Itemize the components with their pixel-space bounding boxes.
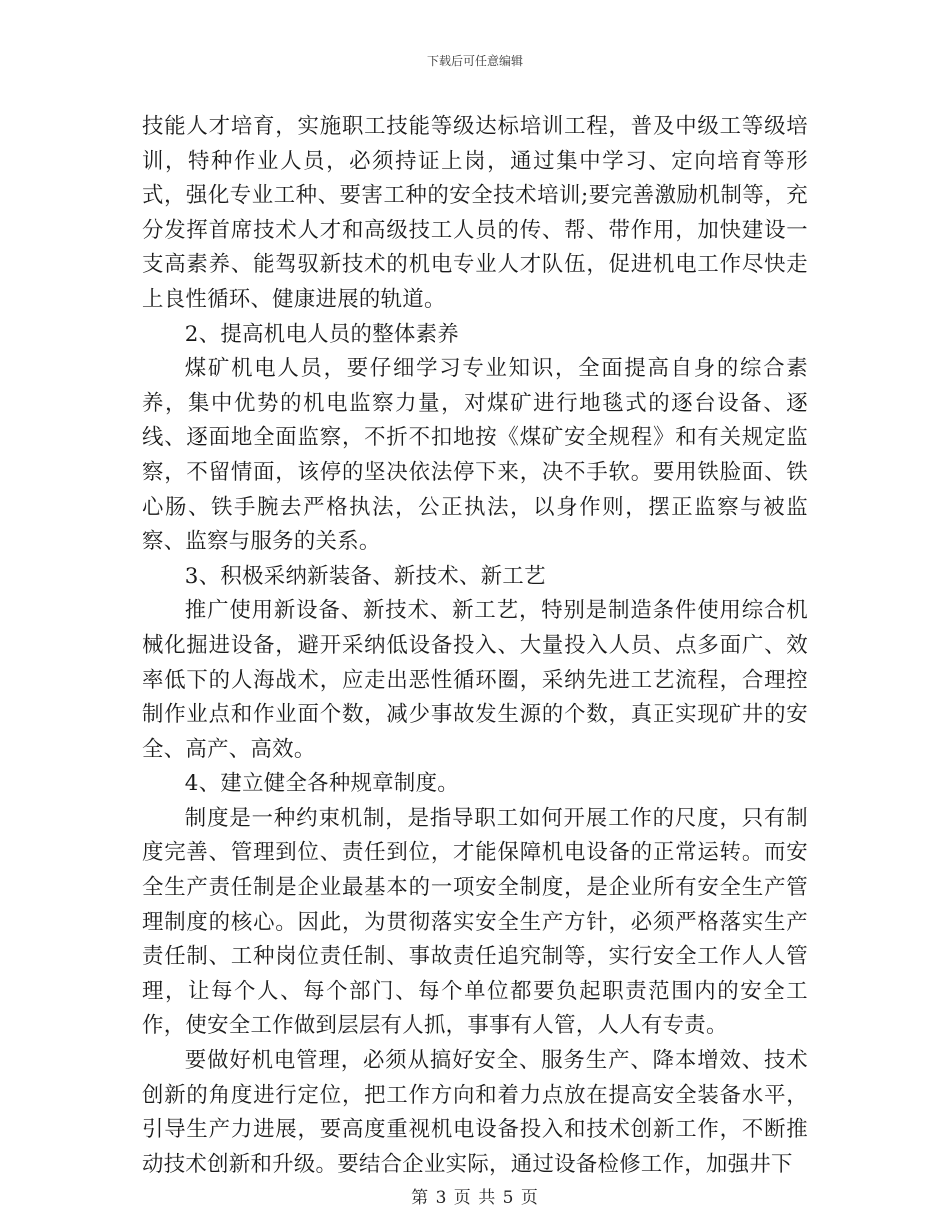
page-number: 第 3 页 共 5 页	[411, 1188, 539, 1208]
paragraph: 要做好机电管理，必须从搞好安全、服务生产、降本增效、技术创新的角度进行定位，把工作方向和着力点放在提高安全装备水平，引导生产力进展，要高度重视机电设备投入和技术创新工作，不断推动技术创新和升级。要结合企业实际，通过设备检修工作，加强井下	[142, 1048, 808, 1177]
paragraph: 推广使用新设备、新技术、新工艺，特别是制造条件使用综合机械化掘进设备，避开采纳低设备投入、大量投入人员、点多面广、效率低下的人海战术，应走出恶性循环圈，采纳先进工艺流程，合理控制作业点和作业面个数，减少事故发生源的个数，真正实现矿井的安全、高产、高效。	[142, 598, 808, 762]
paragraph-continued: 技能人才培育，实施职工技能等级达标培训工程，普及中级工等级培训，特种作业人员，必须持证上岗，通过集中学习、定向培育等形式，强化专业工种、要害工种的安全技术培训;要完善激励机制等，充分发挥首席技术人才和高级技工人员的传、帮、带作用，加快建设一支高素养、能驾驭新技术的机电专业人才队伍，促进机电工作尽快走上良性循环、健康进展的轨道。	[142, 114, 808, 312]
section-heading-2: 2、提高机电人员的整体素养	[184, 321, 459, 347]
paragraph: 煤矿机电人员，要仔细学习专业知识，全面提高自身的综合素养，集中优势的机电监察力量，对煤矿进行地毯式的逐台设备、逐线、逐面地全面监察，不折不扣地按《煤矿安全规程》和有关规定监察，不留情面，该停的坚决依法停下来，决不手软。要用铁脸面、铁心肠、铁手腕去严格执法，公正执法，以身作则，摆正监察与被监察、监察与服务的关系。	[142, 356, 808, 555]
paragraph: 制度是一种约束机制，是指导职工如何开展工作的尺度，只有制度完善、管理到位、责任到位，才能保障机电设备的正常运转。而安全生产责任制是企业最基本的一项安全制度，是企业所有安全生产管理制度的核心。因此，为贯彻落实安全生产方针，必须严格落实生产责任制、工种岗位责任制、事故责任追究制等，实行安全工作人人管理，让每个人、每个部门、每个单位都要负起职责范围内的安全工作，使安全工作做到层层有人抓，事事有人管，人人有专责。	[142, 805, 808, 1039]
section-heading-4: 4、建立健全各种规章制度。	[184, 771, 459, 797]
section-heading-3: 3、积极采纳新装备、新技术、新工艺	[184, 563, 546, 589]
document-body	[142, 110, 808, 1182]
page-header: 下载后可任意编辑	[426, 54, 523, 68]
